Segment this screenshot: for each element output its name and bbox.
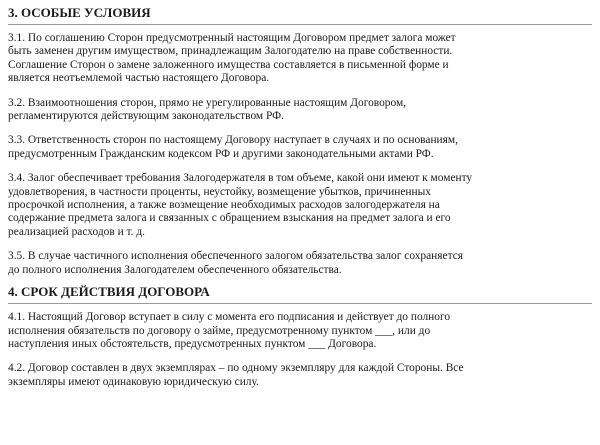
clause-3-4: 3.4. Залог обеспечивает требования Залогодержателя в том объеме, какой они имеют к моменту удовлетворения, в частности проценты, неустойку, возмещение убытков, причиненных просрочкой исполнения, а также возмещение необходимых расходов залогодержателя на содержание предмета залога и связанных с обращением взыскания на предмет залога и его реализацией расходов и т. д. [8, 172, 473, 238]
heading-divider [8, 303, 592, 304]
clause-3-2: 3.2. Взаимоотношения сторон, прямо не урегулированные настоящим Договором, регламентируются действующим законодательством РФ. [8, 96, 407, 123]
clause-3-1: 3.1. По соглашению Сторон предусмотренный настоящим Договором предмет залога может быть заменен другим имуществом, принадлежащим Залогодателю на праве собственности. Соглашение Сторон о замене заложенного имущества составляется в письменной форме и является неотъемлемой частью настоящего Договора. [8, 32, 456, 85]
heading-divider [8, 24, 592, 25]
clause-3-3: 3.3. Ответственность сторон по настоящему Договору наступает в случаях и по основаниям, предусмотренным Гражданским кодексом РФ и другими законодательными актами РФ. [8, 134, 458, 160]
section-special-conditions [8, 5, 592, 277]
section-heading: 3. ОСОБЫЕ УСЛОВИЯ [8, 5, 151, 20]
section-contract-term [8, 284, 592, 389]
section-heading: 4. СРОК ДЕЙСТВИЯ ДОГОВОРА [8, 284, 210, 300]
clause-4-1: 4.1. Настоящий Договор вступает в силу с момента его подписания и действует до полного исполнения обязательств по договору о займе, предусмотренному пунктом ___, или до наступления иных обстоятельств, предусмотренных пунктом ___ Договора. [8, 311, 451, 350]
clause-3-5: 3.5. В случае частичного исполнения обеспеченного залогом обязательства залог сохраняется до полного исполнения Залогодателем обеспеченного обязательства. [8, 250, 463, 276]
clause-4-2: 4.2. Договор составлен в двух экземплярах – по одному экземпляру для каждой Стороны. Все экземпляры имеют одинаковую юридическую силу. [8, 362, 464, 388]
